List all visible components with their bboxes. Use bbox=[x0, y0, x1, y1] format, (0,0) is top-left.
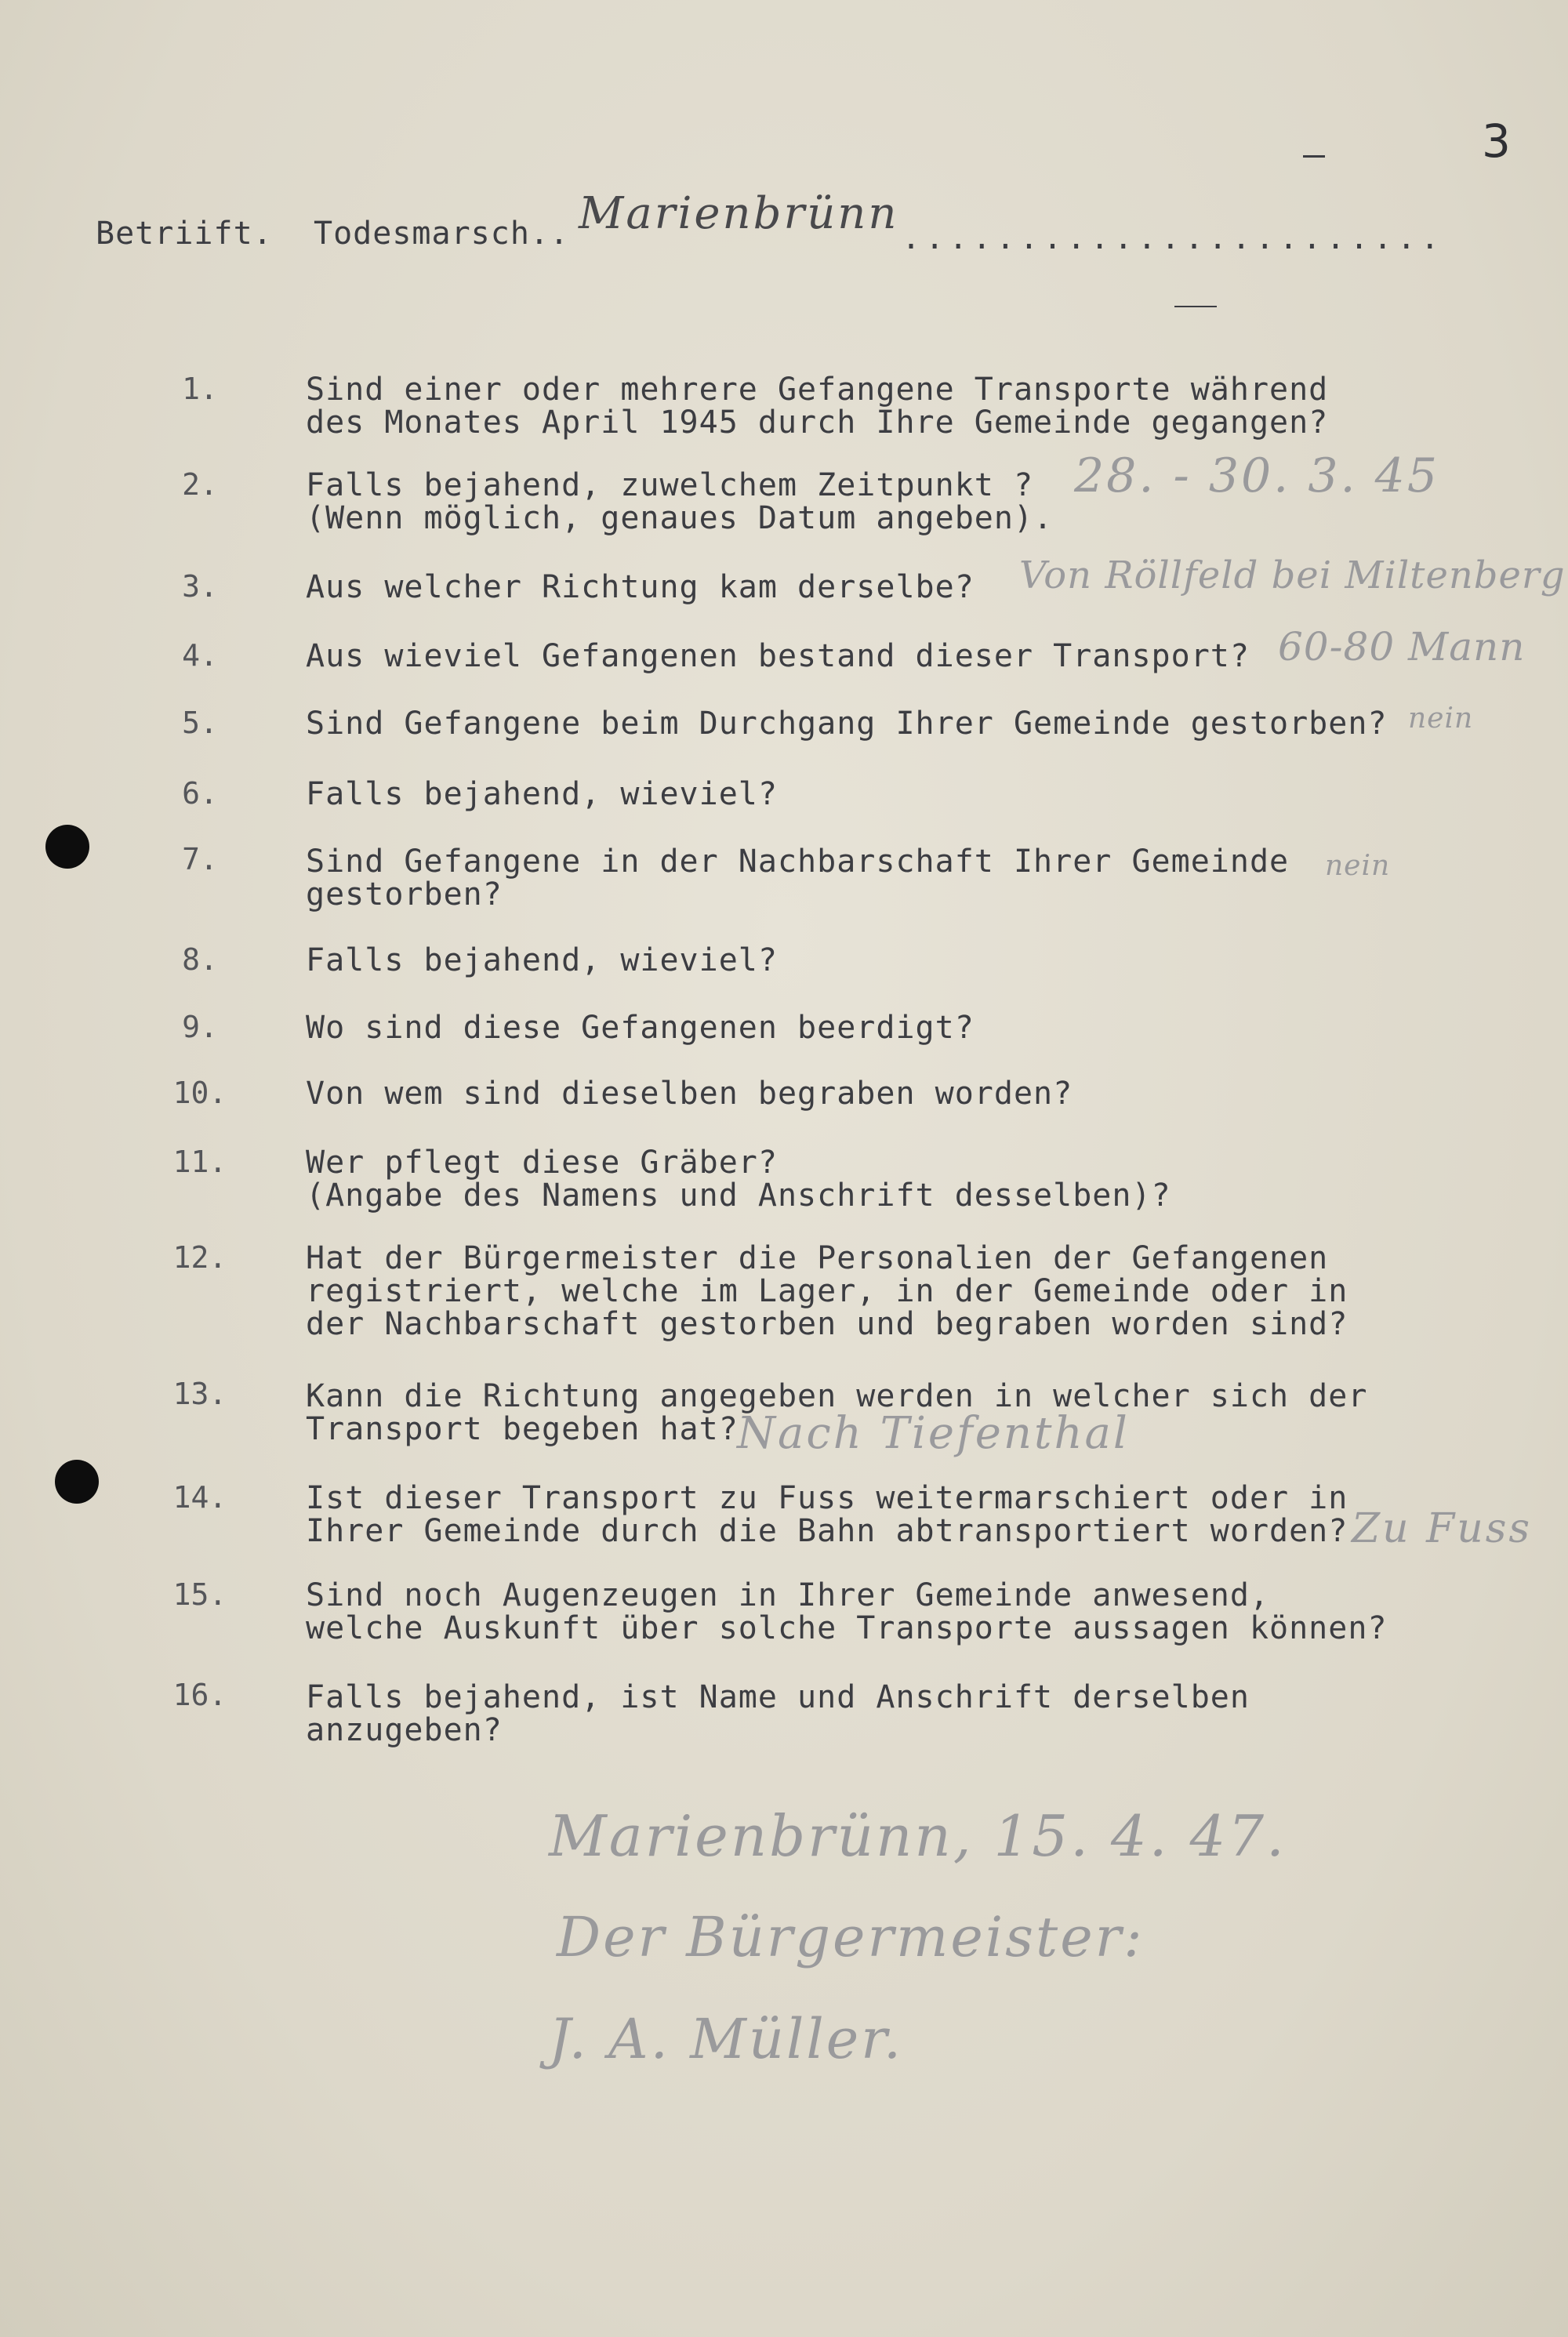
question-text: Ist dieser Transport zu Fuss weitermarschiert oder in Ihrer Gemeinde durch die Bahn abtransportiert worden? bbox=[306, 1480, 1348, 1549]
answer-handwritten: 28. - 30. 3. 45 bbox=[1074, 448, 1439, 503]
question-number: 13. bbox=[172, 1377, 227, 1411]
question-number: 2. bbox=[182, 467, 218, 502]
punch-hole-top bbox=[45, 825, 89, 869]
question-number: 6. bbox=[182, 776, 218, 811]
question-number: 15. bbox=[172, 1577, 227, 1612]
page-number: 3 bbox=[1482, 114, 1512, 168]
question-text: Sind noch Augenzeugen in Ihrer Gemeinde anwesend, welche Auskunft über solche Transporte aussagen können? bbox=[306, 1577, 1388, 1646]
signature-place-date: Marienbrünn, 15. 4. 47. bbox=[549, 1803, 1287, 1869]
header-subject: Todesmarsch.. bbox=[314, 216, 570, 252]
question-text: Von wem sind dieselben begraben worden? bbox=[306, 1076, 1073, 1112]
question-text: Sind Gefangene beim Durchgang Ihrer Gemeinde gestorben? bbox=[306, 706, 1388, 742]
question-number: 12. bbox=[172, 1240, 227, 1275]
question-text: Falls bejahend, wieviel? bbox=[306, 776, 778, 812]
question-text: Kann die Richtung angegeben werden in welcher sich der Transport begeben hat? bbox=[306, 1378, 1368, 1447]
answer-handwritten: nein bbox=[1325, 850, 1391, 882]
question-number: 14. bbox=[172, 1480, 227, 1515]
question-number: 16. bbox=[172, 1678, 227, 1712]
answer-handwritten: Zu Fuss bbox=[1352, 1505, 1533, 1552]
question-text: Wer pflegt diese Gräber? (Angabe des Namens und Anschrift desselben)? bbox=[306, 1145, 1171, 1214]
question-text: Hat der Bürgermeister die Personalien der Gefangenen registriert, welche im Lager, in der Gemeinde oder in der Nachbarschaft gestorben und begraben worden sind? bbox=[306, 1240, 1348, 1342]
question-text: Aus wieviel Gefangenen bestand dieser Transport? bbox=[306, 638, 1250, 674]
header-dotted-line: ....................... bbox=[902, 220, 1444, 256]
header-place-handwritten: Marienbrünn bbox=[579, 188, 899, 239]
question-number: 3. bbox=[182, 569, 218, 604]
answer-handwritten: Von Röllfeld bei Miltenberg bbox=[1019, 553, 1566, 597]
header-underline-dash bbox=[1174, 306, 1217, 307]
question-text: Aus welcher Richtung kam derselbe? bbox=[306, 569, 975, 605]
page-number-dash bbox=[1303, 155, 1325, 158]
answer-handwritten: 60-80 Mann bbox=[1278, 624, 1526, 670]
question-number: 8. bbox=[182, 942, 218, 977]
question-number: 11. bbox=[172, 1145, 227, 1179]
question-number: 10. bbox=[172, 1076, 227, 1110]
signature-name: J. A. Müller. bbox=[549, 2007, 904, 2071]
question-text: Sind einer oder mehrere Gefangene Transporte während des Monates April 1945 durch Ihre Gemeinde gegangen? bbox=[306, 372, 1329, 441]
question-number: 5. bbox=[182, 706, 218, 740]
question-text: Falls bejahend, ist Name und Anschrift derselben anzugeben? bbox=[306, 1679, 1250, 1748]
answer-handwritten: nein bbox=[1408, 702, 1474, 735]
punch-hole-bottom bbox=[55, 1460, 99, 1504]
answer-handwritten: Nach Tiefenthal bbox=[737, 1408, 1130, 1459]
question-number: 4. bbox=[182, 638, 218, 673]
signature-title: Der Bürgermeister: bbox=[557, 1905, 1145, 1969]
question-number: 1. bbox=[182, 372, 218, 406]
question-text: Falls bejahend, zuwelchem Zeitpunkt ? (Wenn möglich, genaues Datum angeben). bbox=[306, 467, 1054, 536]
question-text: Falls bejahend, wieviel? bbox=[306, 942, 778, 978]
header-label: Betriift. bbox=[96, 216, 273, 252]
question-number: 7. bbox=[182, 842, 218, 876]
question-text: Wo sind diese Gefangenen beerdigt? bbox=[306, 1010, 975, 1046]
question-number: 9. bbox=[182, 1010, 218, 1044]
question-text: Sind Gefangene in der Nachbarschaft Ihrer Gemeinde gestorben? bbox=[306, 844, 1290, 913]
